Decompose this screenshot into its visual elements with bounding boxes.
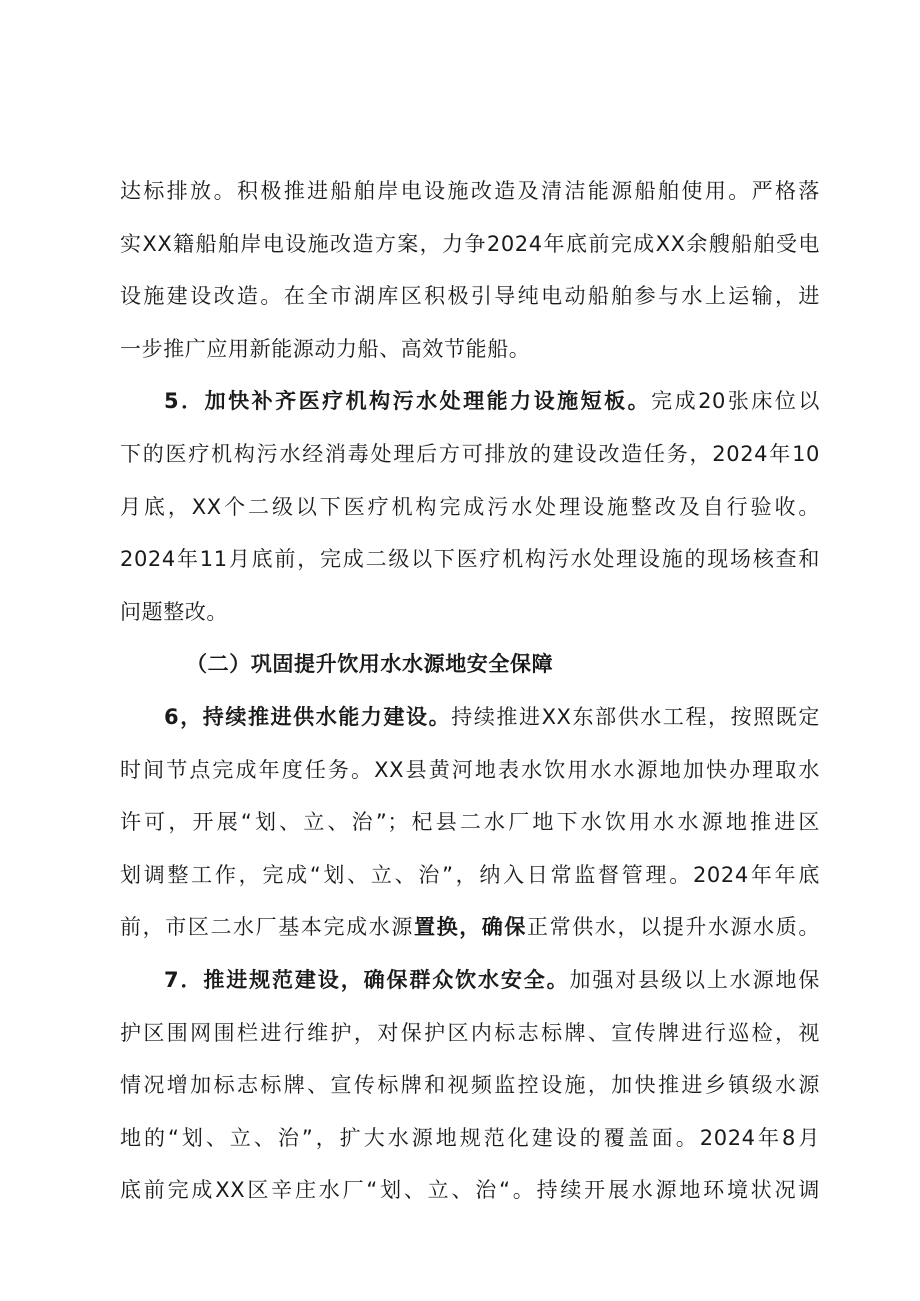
paragraph-line xyxy=(120,1112,820,1165)
text-run: 问题整改。 xyxy=(120,599,228,624)
paragraph-line xyxy=(120,428,820,481)
paragraph-line xyxy=(120,323,820,376)
item-heading-6: 6，持续推进供水能力建设。 xyxy=(164,704,452,729)
text-run-bold: 置换，确保 xyxy=(413,915,528,940)
paragraph-line xyxy=(120,481,820,534)
paragraph-line xyxy=(120,954,820,1007)
paragraph-line xyxy=(120,586,820,639)
paragraph-line xyxy=(120,796,820,849)
paragraph-line xyxy=(120,533,820,586)
paragraph-line xyxy=(120,218,820,271)
text-run: 许可，开展“划、立、治”；杞县二水厂地下水饮用水水源地推进区 xyxy=(120,810,820,835)
paragraph-line xyxy=(120,744,820,797)
paragraph-line xyxy=(120,1059,820,1112)
text-run: 情况增加标志标牌、宣传标牌和视频监控设施，加快推进乡镇级水源 xyxy=(120,1073,820,1098)
text-run: 加强对县级以上水源地保 xyxy=(569,967,820,992)
section-heading-text: （二）巩固提升饮用水水源地安全保障 xyxy=(186,652,554,677)
paragraph-line xyxy=(120,1164,820,1217)
text-run: 下的医疗机构污水经消毒处理后方可排放的建设改造任务，2024年10 xyxy=(120,441,820,466)
text-run: 划调整工作，完成“划、立、治”，纳入日常监督管理。2024年年底 xyxy=(120,862,820,887)
paragraph-line xyxy=(120,849,820,902)
paragraph-line xyxy=(120,165,820,218)
text-run: 2024年11月底前，完成二级以下医疗机构污水处理设施的现场核查和 xyxy=(120,547,820,572)
paragraph-line xyxy=(120,1007,820,1060)
text-run: 完成20张床位以 xyxy=(651,389,820,414)
text-run: 前，市区二水厂基本完成水源 xyxy=(120,915,414,940)
paragraph-line xyxy=(120,901,820,954)
text-run: 设施建设改造。在全市湖库区积极引导纯电动船舶参与水上运输，进 xyxy=(120,284,820,309)
item-heading-7: 7．推进规范建设，确保群众饮水安全。 xyxy=(164,967,570,992)
text-run: 一步推广应用新能源动力船、高效节能船。 xyxy=(120,336,531,361)
document-body xyxy=(120,165,820,1217)
text-run: 正常供水，以提升水源水质。 xyxy=(527,915,820,940)
text-run: 实XX籍船舶岸电设施改造方案，力争2024年底前完成XX余艘船舶受电 xyxy=(120,231,820,256)
text-run: 时间节点完成年度任务。XX县黄河地表水饮用水水源地加快办理取水 xyxy=(120,757,820,782)
text-run: 达标排放。积极推进船舶岸电设施改造及清洁能源船舶使用。严格落 xyxy=(120,179,820,203)
item-heading-5: 5．加快补齐医疗机构污水处理能力设施短板。 xyxy=(164,389,652,414)
text-run: 护区围网围栏进行维护，对保护区内标志标牌、宣传牌进行巡检，视 xyxy=(120,1020,820,1045)
paragraph-line xyxy=(120,691,820,744)
text-run: 底前完成XX区辛庄水厂“划、立、治“。持续开展水源地环境状况调 xyxy=(120,1178,820,1203)
text-run: 月底，XX个二级以下医疗机构完成污水处理设施整改及自行验收。 xyxy=(120,494,820,519)
paragraph-line xyxy=(120,375,820,428)
section-heading xyxy=(120,638,820,691)
text-run: 地的“划、立、治”，扩大水源地规范化建设的覆盖面。2024年8月 xyxy=(120,1125,820,1150)
text-run: 持续推进XX东部供水工程，按照既定 xyxy=(451,704,820,729)
paragraph-line xyxy=(120,270,820,323)
